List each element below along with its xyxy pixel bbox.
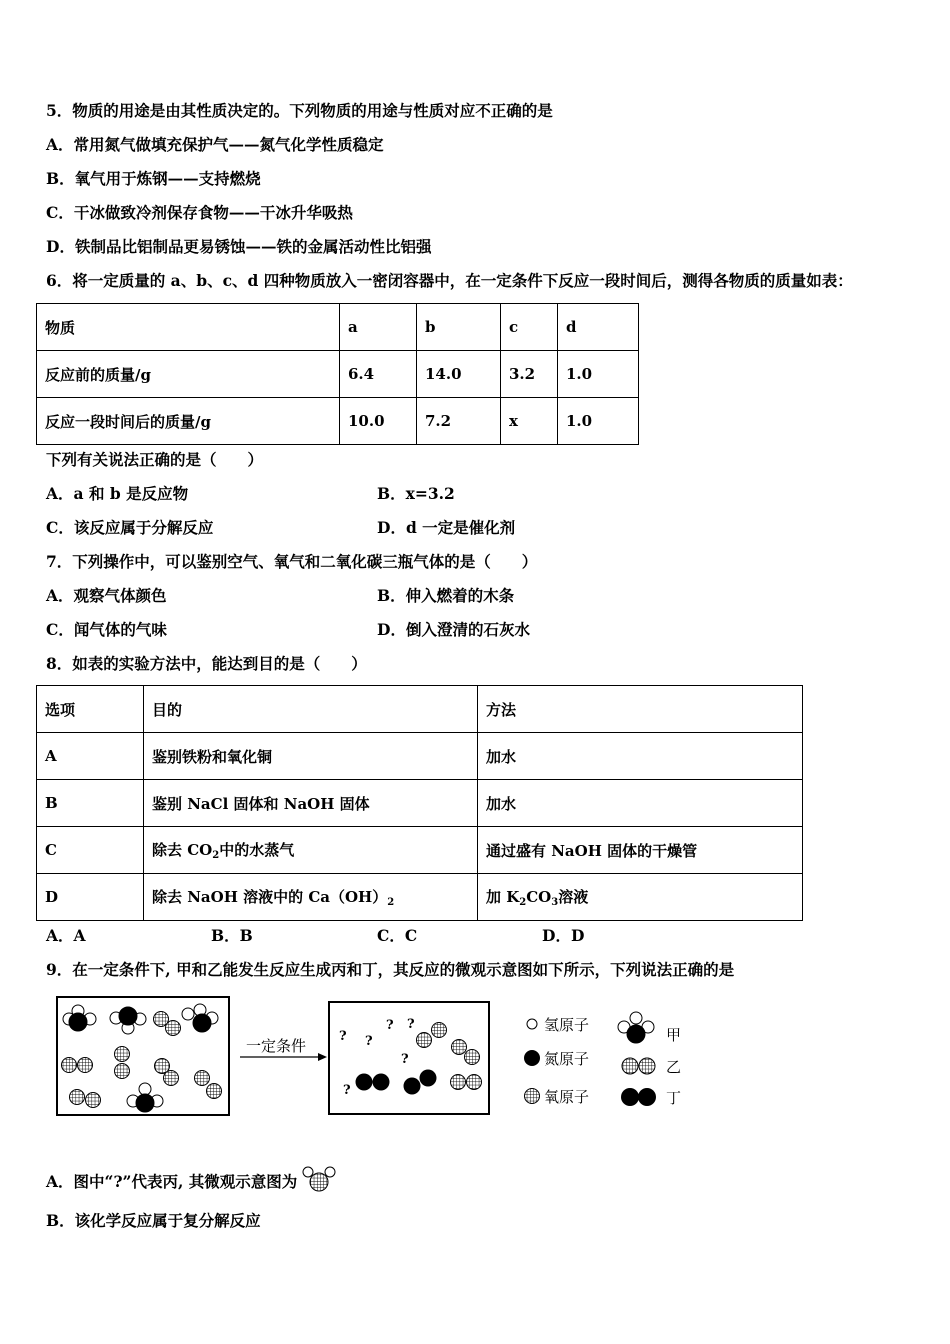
q9-stem: 9．在一定条件下, 甲和乙能发生反应生成丙和丁，其反应的微观示意图如下所示，下列说法正确的是 xyxy=(46,960,735,979)
q8-option-b: B．B xyxy=(211,926,253,945)
cell-text: 除去 CO xyxy=(152,841,213,859)
subscript: 2 xyxy=(212,850,220,861)
q5-option-d: D．铁制品比铝制品更易锈蚀——铁的金属活动性比铝强 xyxy=(46,237,432,256)
jia-molecule-icon xyxy=(618,1012,654,1043)
table-cell: 鉴别铁粉和氧化铜 xyxy=(144,733,478,780)
q7-option-a: A．观察气体颜色 xyxy=(46,586,167,605)
q5-stem: 5．物质的用途是由其性质决定的。下列物质的用途与性质对应不正确的是 xyxy=(46,101,553,120)
table-row xyxy=(37,827,803,874)
cell-text: 中的水蒸气 xyxy=(219,841,295,859)
cell-text: 除去 NaOH 溶液中的 Ca（OH） xyxy=(152,888,388,906)
q6-question: 下列有关说法正确的是（ ） xyxy=(46,450,264,469)
table-row xyxy=(37,398,639,445)
table-cell: 反应一段时间后的质量/g xyxy=(37,398,340,445)
nitrogen-atom-icon xyxy=(524,1050,540,1066)
table-cell: 1.0 xyxy=(558,351,639,398)
option-text: A．图中“?”代表丙, 其微观示意图为 xyxy=(46,1172,298,1191)
table-cell: 1.0 xyxy=(558,398,639,445)
reaction-diagram xyxy=(50,992,700,1122)
q7-option-c: C．闻气体的气味 xyxy=(46,620,167,639)
table-cell: 14.0 xyxy=(417,351,501,398)
table-cell: c xyxy=(501,304,558,351)
legend xyxy=(524,1012,681,1107)
arrow-label: 一定条件 xyxy=(246,1037,307,1055)
table-cell: 鉴别 NaCl 固体和 NaOH 固体 xyxy=(144,780,478,827)
table-row xyxy=(37,874,803,921)
legend-label: 氢原子 xyxy=(544,1016,590,1034)
table-cell: 加水 xyxy=(478,780,803,827)
q7-option-b: B．伸入燃着的木条 xyxy=(377,586,515,605)
q7-option-d: D．倒入澄清的石灰水 xyxy=(377,620,530,639)
table-cell: 6.4 xyxy=(340,351,417,398)
legend-label: 氧原子 xyxy=(544,1088,590,1106)
legend-label: 甲 xyxy=(666,1026,682,1044)
q9-option-a xyxy=(46,1165,337,1195)
unknown-mark: ? xyxy=(339,1029,347,1044)
arrow-head xyxy=(318,1053,327,1061)
q6-table xyxy=(36,303,639,445)
q7-stem: 7．下列操作中，可以鉴别空气、氧气和二氧化碳三瓶气体的是（ ） xyxy=(46,552,538,571)
legend-label: 丁 xyxy=(666,1089,682,1107)
q6-option-a: A．a 和 b 是反应物 xyxy=(46,484,189,503)
cell-text: 溶液 xyxy=(558,888,589,906)
legend-label: 氮原子 xyxy=(544,1050,590,1068)
subscript: 2 xyxy=(519,897,527,908)
table-cell: x xyxy=(501,398,558,445)
table-cell: 方法 xyxy=(478,686,803,733)
table-cell: 目的 xyxy=(144,686,478,733)
table-cell: a xyxy=(340,304,417,351)
q6-option-d: D．d 一定是催化剂 xyxy=(377,518,516,537)
q9-option-b: B．该化学反应属于复分解反应 xyxy=(46,1211,261,1230)
table-cell: 选项 xyxy=(37,686,144,733)
q8-option-c: C．C xyxy=(377,926,418,945)
table-cell: D xyxy=(37,874,144,921)
table-row xyxy=(37,686,803,733)
subscript: 3 xyxy=(551,897,559,908)
table-cell xyxy=(478,874,803,921)
q8-option-d: D．D xyxy=(542,926,585,945)
cell-text: CO xyxy=(526,888,552,906)
unknown-mark: ? xyxy=(343,1083,351,1098)
subscript: 2 xyxy=(387,897,395,908)
q6-option-c: C．该反应属于分解反应 xyxy=(46,518,214,537)
oxygen-atom-icon xyxy=(525,1089,540,1104)
table-cell xyxy=(144,827,478,874)
table-cell: 3.2 xyxy=(501,351,558,398)
hydrogen-atom-icon xyxy=(527,1019,537,1029)
q8-table xyxy=(36,685,803,921)
table-cell: 10.0 xyxy=(340,398,417,445)
table-cell: B xyxy=(37,780,144,827)
table-cell: A xyxy=(37,733,144,780)
q8-option-a: A．A xyxy=(46,926,86,945)
table-row xyxy=(37,780,803,827)
h2o-molecule-icon xyxy=(301,1165,337,1195)
table-row xyxy=(37,304,639,351)
unknown-mark: ? xyxy=(365,1034,373,1049)
table-cell: C xyxy=(37,827,144,874)
unknown-mark: ? xyxy=(407,1017,415,1032)
table-cell: d xyxy=(558,304,639,351)
legend-label: 乙 xyxy=(666,1058,682,1076)
q6-stem: 6．将一定质量的 a、b、c、d 四种物质放入一密闭容器中，在一定条件下反应一段时间后，测得各物质的质量如表： xyxy=(46,271,853,290)
ding-molecule-icon xyxy=(621,1088,656,1106)
q6-option-b: B．x=3.2 xyxy=(377,484,455,503)
table-cell: 物质 xyxy=(37,304,340,351)
q5-option-a: A．常用氮气做填充保护气——氮气化学性质稳定 xyxy=(46,135,384,154)
q5-option-c: C．干冰做致冷剂保存食物——干冰升华吸热 xyxy=(46,203,353,222)
table-cell: 7.2 xyxy=(417,398,501,445)
cell-text: 加 K xyxy=(486,888,520,906)
unknown-mark: ? xyxy=(386,1018,394,1033)
q8-stem: 8．如表的实验方法中，能达到目的是（ ） xyxy=(46,654,367,673)
yi-molecule-icon xyxy=(622,1058,655,1074)
q5-option-b: B．氧气用于炼钢——支持燃烧 xyxy=(46,169,261,188)
table-row xyxy=(37,351,639,398)
table-cell: 通过盛有 NaOH 固体的干燥管 xyxy=(478,827,803,874)
unknown-mark: ? xyxy=(401,1052,409,1067)
table-row xyxy=(37,733,803,780)
table-cell: b xyxy=(417,304,501,351)
table-cell: 反应前的质量/g xyxy=(37,351,340,398)
table-cell xyxy=(144,874,478,921)
table-cell: 加水 xyxy=(478,733,803,780)
